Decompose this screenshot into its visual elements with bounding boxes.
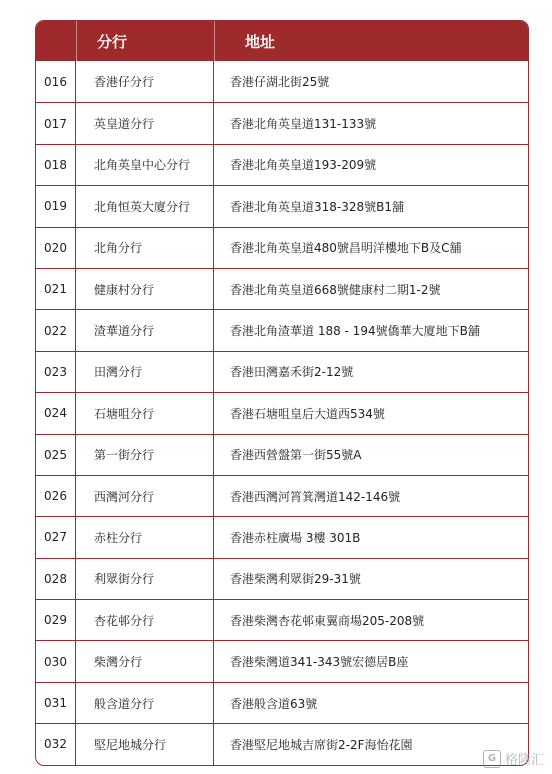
row-branch: 北角恒英大廈分行 <box>76 186 214 226</box>
table-row <box>36 268 528 309</box>
table-row <box>36 682 528 723</box>
table-row <box>36 227 528 268</box>
row-branch: 英皇道分行 <box>76 103 214 143</box>
watermark <box>483 749 544 768</box>
row-code: 031 <box>36 683 76 723</box>
table-row <box>36 516 528 557</box>
row-branch: 西灣河分行 <box>76 476 214 516</box>
row-code: 018 <box>36 145 76 185</box>
header-branch: 分行 <box>77 21 215 61</box>
row-code: 023 <box>36 352 76 392</box>
row-address: 香港柴灣利眾街29-31號 <box>230 572 361 587</box>
row-address: 香港北角英皇道318-328號B1舖 <box>230 199 405 214</box>
table-row <box>36 392 528 433</box>
row-address: 香港柴灣道341-343號宏德居B座 <box>230 655 409 670</box>
row-branch: 柴灣分行 <box>76 641 214 681</box>
row-branch: 北角分行 <box>76 228 214 268</box>
row-code: 026 <box>36 476 76 516</box>
watermark-logo-icon: G <box>483 750 501 768</box>
row-code: 028 <box>36 559 76 599</box>
row-code: 029 <box>36 600 76 640</box>
row-address: 香港北角英皇道131-133號 <box>230 117 377 132</box>
row-branch: 赤柱分行 <box>76 517 214 557</box>
row-code: 025 <box>36 435 76 475</box>
row-address: 香港赤柱廣場 3樓 301B <box>230 530 361 545</box>
row-branch: 利眾街分行 <box>76 559 214 599</box>
row-branch: 堅尼地城分行 <box>76 724 214 764</box>
row-branch: 香港仔分行 <box>76 61 214 102</box>
table-row <box>36 61 528 102</box>
row-address: 香港柴灣杏花邨東翼商場205-208號 <box>230 613 425 628</box>
row-branch: 田灣分行 <box>76 352 214 392</box>
table-body <box>36 61 528 765</box>
row-address: 香港北角英皇道480號昌明洋樓地下B及C舖 <box>230 241 462 256</box>
row-branch: 杏花邨分行 <box>76 600 214 640</box>
row-address: 香港田灣嘉禾街2-12號 <box>230 365 354 380</box>
row-code: 017 <box>36 103 76 143</box>
row-code: 024 <box>36 393 76 433</box>
row-address: 香港堅尼地城吉席街2-2F海怡花園 <box>230 737 413 752</box>
row-address: 香港北角英皇道668號健康村二期1-2號 <box>230 282 441 297</box>
row-branch: 第一街分行 <box>76 435 214 475</box>
table-row <box>36 475 528 516</box>
branch-table <box>35 20 529 766</box>
table-row <box>36 558 528 599</box>
table-row <box>36 144 528 185</box>
header-address: 地址 <box>245 32 276 51</box>
table-row <box>36 309 528 350</box>
row-branch: 般含道分行 <box>76 683 214 723</box>
row-code: 021 <box>36 269 76 309</box>
row-address: 香港石塘咀皇后大道西534號 <box>230 406 385 421</box>
table-row <box>36 723 528 764</box>
table-row <box>36 640 528 681</box>
table-row <box>36 434 528 475</box>
table-header <box>36 21 528 61</box>
row-code: 030 <box>36 641 76 681</box>
watermark-text: 格隆汇 <box>504 753 544 768</box>
row-code: 016 <box>36 61 76 102</box>
table-row <box>36 351 528 392</box>
row-address: 香港西灣河筲箕灣道142-146號 <box>230 489 401 504</box>
row-code: 027 <box>36 517 76 557</box>
table-row <box>36 185 528 226</box>
row-code: 022 <box>36 310 76 350</box>
row-address: 香港西營盤第一街55號A <box>230 448 362 463</box>
row-branch: 健康村分行 <box>76 269 214 309</box>
row-address: 香港北角英皇道193-209號 <box>230 158 377 173</box>
row-code: 032 <box>36 724 76 764</box>
row-branch: 石塘咀分行 <box>76 393 214 433</box>
row-code: 020 <box>36 228 76 268</box>
row-address: 香港仔湖北街25號 <box>230 75 330 90</box>
row-code: 019 <box>36 186 76 226</box>
row-branch: 北角英皇中心分行 <box>76 145 214 185</box>
header-code-cell <box>36 21 77 61</box>
row-address: 香港般含道63號 <box>230 696 318 711</box>
row-branch: 渣華道分行 <box>76 310 214 350</box>
table-row <box>36 102 528 143</box>
row-address: 香港北角渣華道 188 - 194號僑華大廈地下B舖 <box>230 324 480 339</box>
table-row <box>36 599 528 640</box>
